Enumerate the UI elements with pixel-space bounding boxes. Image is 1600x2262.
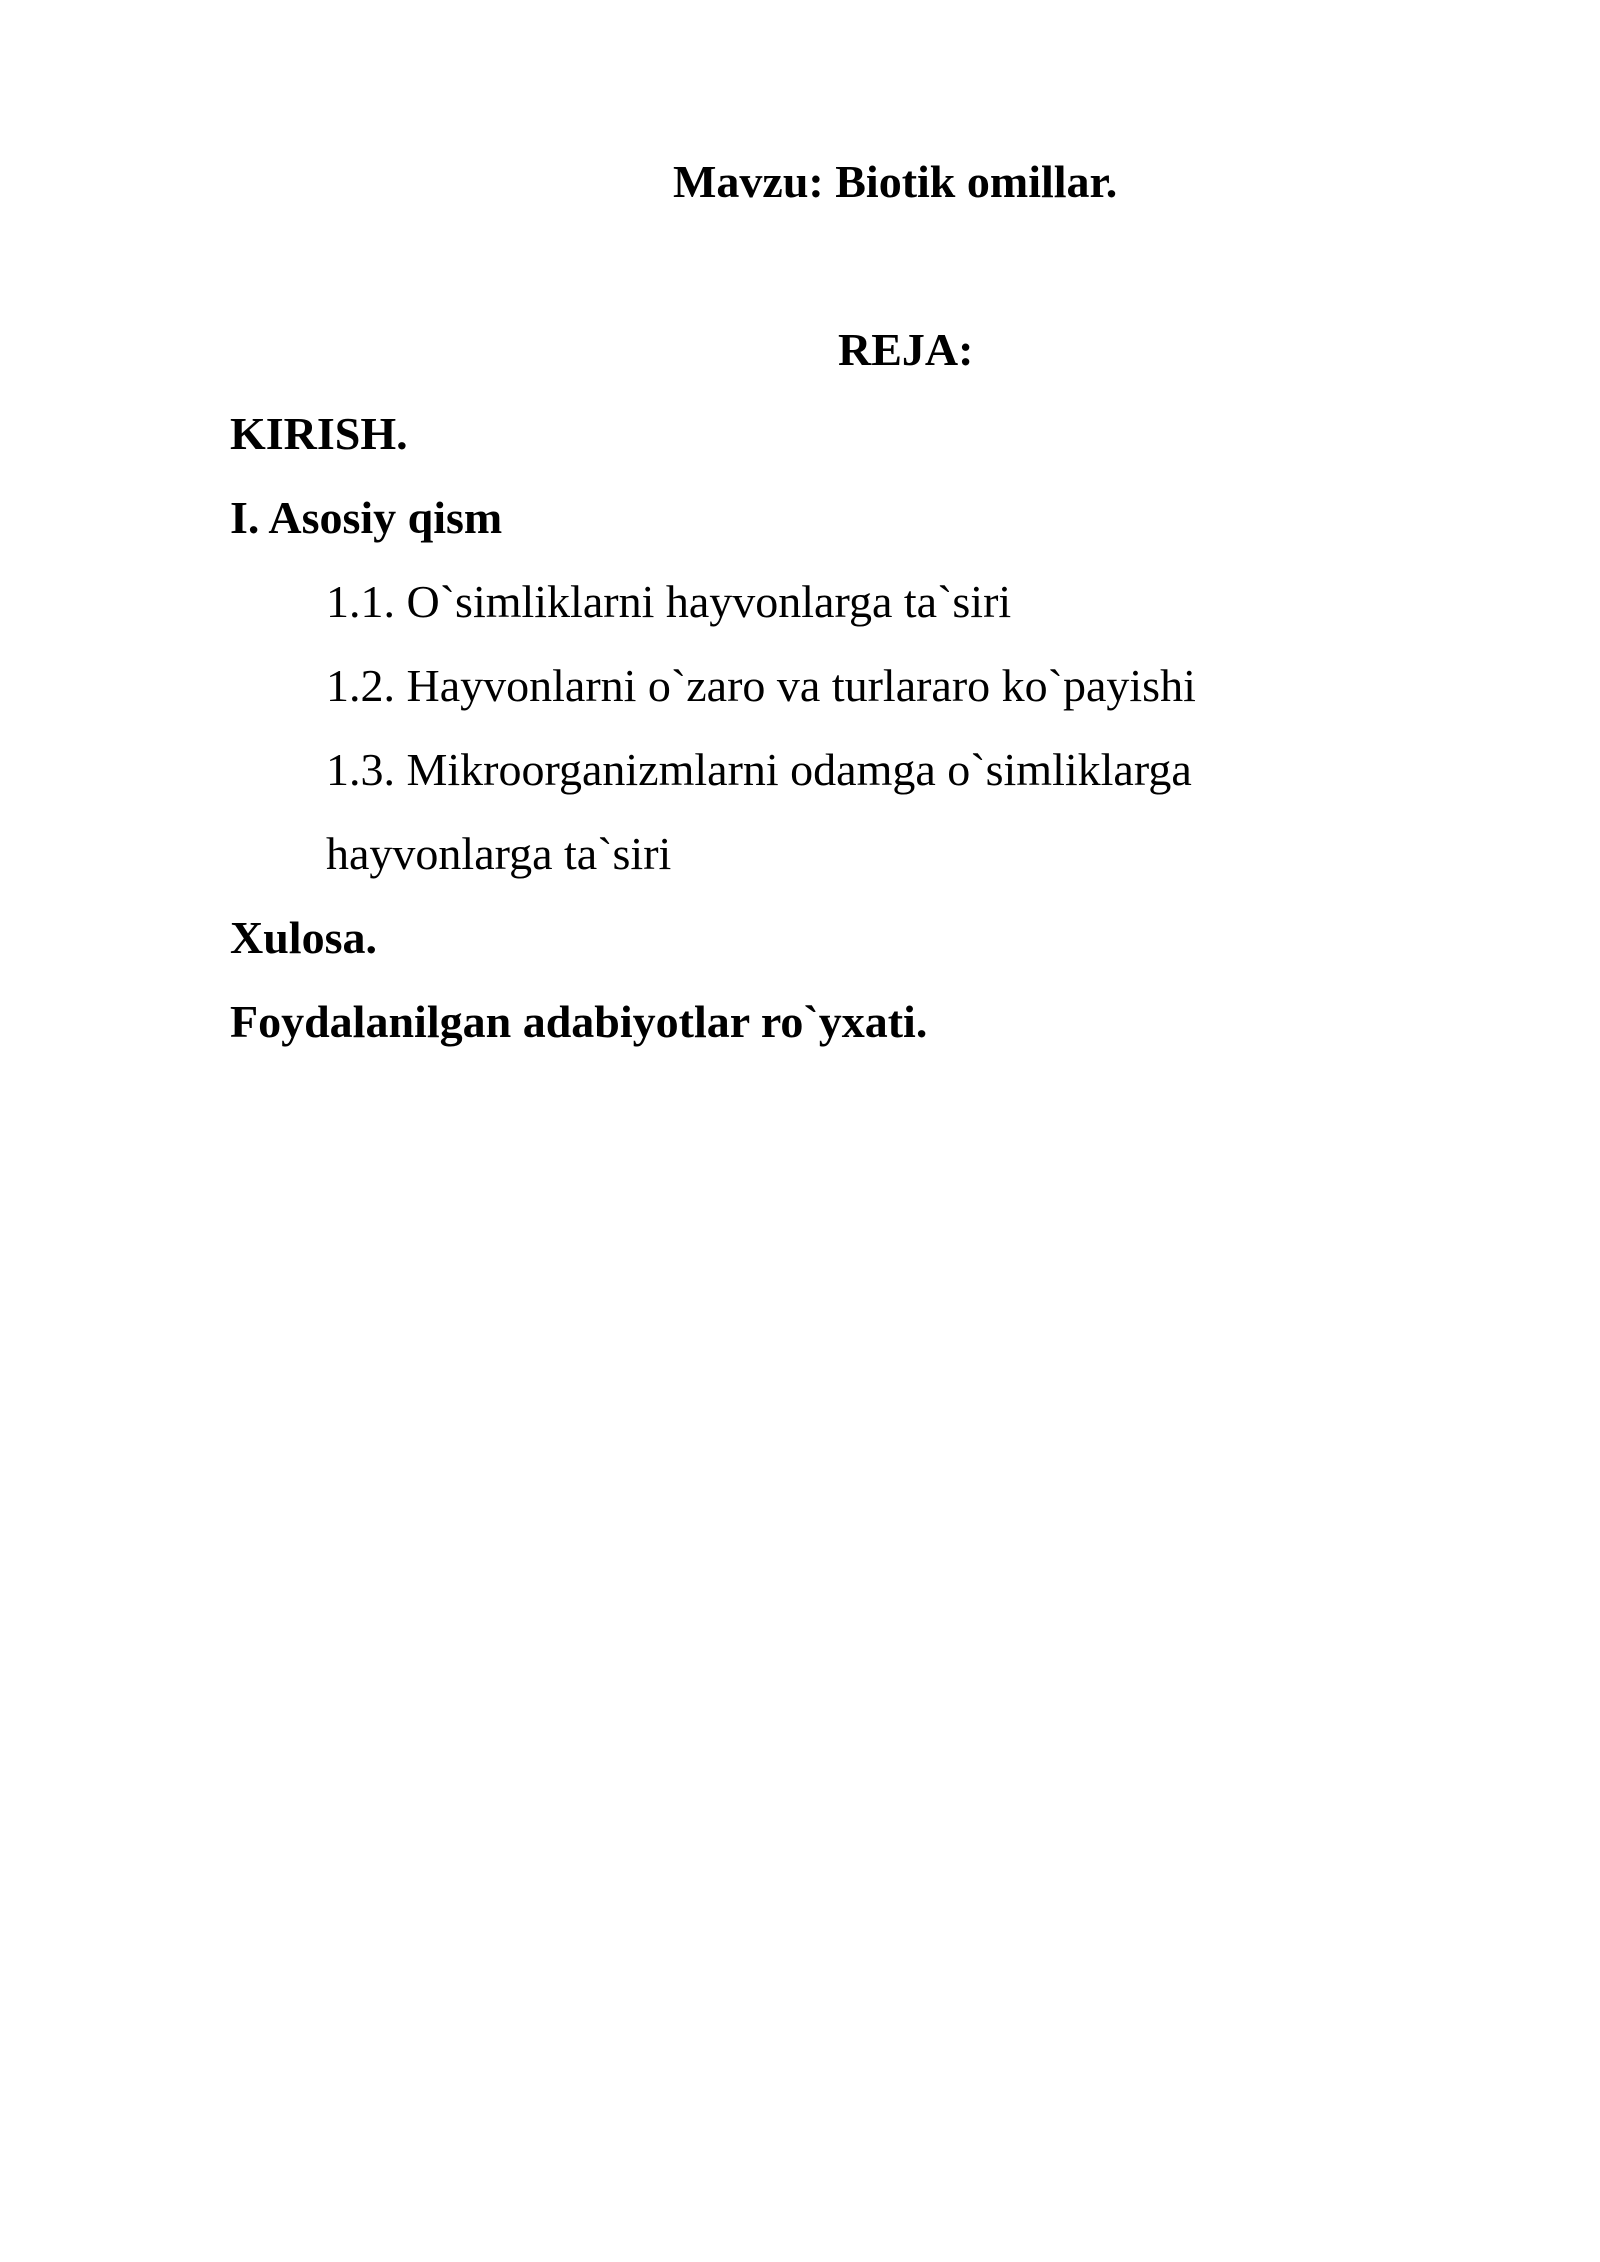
plan-heading: REJA: [838,324,974,375]
subsection-item: 1.1. O`simliklarni hayvonlarga ta`siri [326,576,1012,627]
references-item: Foydalanilgan adabiyotlar ro`yxati. [230,996,928,1047]
document-title: Mavzu: Biotik omillar. [673,156,1118,207]
subsection-item-continuation: hayvonlarga ta`siri [326,828,672,879]
main-part-item: I. Asosiy qism [230,492,503,543]
conclusion-item: Xulosa. [230,912,377,963]
subsection-item: 1.2. Hayvonlarni o`zaro va turlararo ko`payishi [326,660,1196,711]
introduction-item: KIRISH. [230,408,408,459]
subsection-item: 1.3. Mikroorganizmlarni odamga o`simliklarga [326,744,1192,795]
